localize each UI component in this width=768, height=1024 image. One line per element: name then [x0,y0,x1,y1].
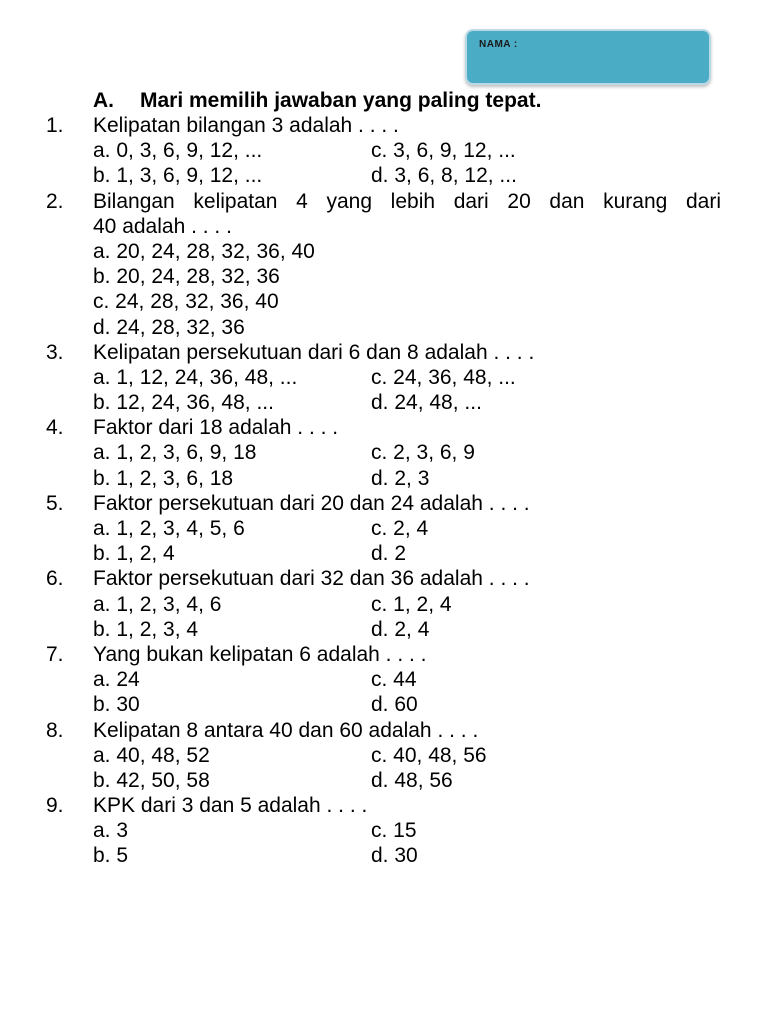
question-number: 4. [46,416,64,440]
section-letter: A. [93,89,114,112]
option-b[interactable]: b. 12, 24, 36, 48, ... [93,391,274,415]
option-d[interactable]: d. 2 [371,542,407,566]
options-row [46,138,686,163]
option-c[interactable]: c. 40, 48, 56 [371,743,487,767]
question-list [46,113,721,869]
option-b[interactable]: b. 1, 3, 6, 9, 12, ... [93,164,263,188]
options-row [46,365,686,390]
options-row [46,239,686,264]
option-a[interactable]: a. 0, 3, 6, 9, 12, ... [93,139,263,163]
options-row [46,541,686,566]
question-number: 7. [46,642,64,666]
option-a[interactable]: a. 40, 48, 52 [93,743,210,767]
option-d[interactable]: d. 3, 6, 8, 12, ... [371,164,517,188]
question-text: Yang bukan kelipatan 6 adalah . . . . [93,642,427,666]
option-b[interactable]: b. 1, 2, 4 [93,542,175,566]
question-text: Kelipatan 8 antara 40 dan 60 adalah . . . . [93,718,479,742]
option-a[interactable]: a. 1, 12, 24, 36, 48, ... [93,365,298,389]
question-5 [46,491,686,516]
option-a[interactable]: a. 20, 24, 28, 32, 36, 40 [93,239,315,263]
question-number: 3. [46,340,64,364]
options-row [46,163,686,188]
option-c[interactable]: c. 15 [371,819,417,843]
question-text: Bilangan kelipatan 4 yang lebih dari 20 dan kurang dari [93,189,721,213]
option-c[interactable]: c. 2, 3, 6, 9 [371,441,475,465]
question-8 [46,718,686,743]
option-a[interactable]: a. 1, 2, 3, 6, 9, 18 [93,441,257,465]
option-d[interactable]: d. 2, 4 [371,617,430,641]
question-text: Kelipatan bilangan 3 adalah . . . . [93,114,399,137]
option-a[interactable]: a. 3 [93,819,129,843]
options-row [46,516,686,541]
section-heading [93,88,541,113]
options-row [46,289,686,314]
option-c[interactable]: c. 3, 6, 9, 12, ... [371,139,516,163]
options-row [46,818,686,843]
options-row [46,264,686,289]
option-b[interactable]: b. 1, 2, 3, 4 [93,617,199,641]
options-row [46,592,686,617]
options-row [46,390,686,415]
question-7 [46,642,686,667]
question-text: Faktor dari 18 adalah . . . . [93,416,339,440]
option-b[interactable]: b. 30 [93,693,140,717]
option-b[interactable]: b. 42, 50, 58 [93,768,210,792]
options-row [46,768,686,793]
options-row [46,843,686,868]
option-c[interactable]: c. 44 [371,668,417,692]
option-d[interactable]: d. 24, 48, ... [371,391,482,415]
name-field-box[interactable] [465,29,711,85]
options-row [46,692,686,717]
question-4 [46,415,686,440]
options-row [46,440,686,465]
option-c[interactable]: c. 24, 28, 32, 36, 40 [93,290,279,314]
option-a[interactable]: a. 1, 2, 3, 4, 5, 6 [93,517,245,540]
question-number: 5. [46,491,64,515]
question-1 [46,113,686,138]
question-number: 6. [46,567,64,591]
option-a[interactable]: a. 24 [93,668,140,692]
option-d[interactable]: d. 24, 28, 32, 36 [93,315,245,339]
question-number: 8. [46,718,64,742]
option-d[interactable]: d. 2, 3 [371,466,430,490]
options-row [46,315,686,340]
question-3 [46,340,686,365]
option-c[interactable]: c. 24, 36, 48, ... [371,365,516,389]
options-row [46,667,686,692]
question-text: Faktor persekutuan dari 32 dan 36 adalah . . . . [93,567,530,591]
question-text: Faktor persekutuan dari 20 dan 24 adalah . . . . [93,491,530,515]
question-number: 2. [46,189,64,213]
question-text: Kelipatan persekutuan dari 6 dan 8 adalah . . . . [93,340,535,364]
option-b[interactable]: b. 20, 24, 28, 32, 36 [93,265,280,289]
options-row [46,466,686,491]
question-9 [46,793,686,818]
option-d[interactable]: d. 48, 56 [371,768,453,792]
option-c[interactable]: c. 2, 4 [371,517,429,540]
options-row [46,743,686,768]
question-text-continued [46,214,686,239]
option-d[interactable]: d. 30 [371,844,418,868]
name-label: NAMA : [479,39,518,50]
question-number: 1. [46,114,64,137]
option-d[interactable]: d. 60 [371,693,418,717]
question-2 [46,189,721,214]
question-text: KPK dari 3 dan 5 adalah . . . . [93,794,368,818]
question-6 [46,566,686,591]
question-text: 40 adalah . . . . [93,214,232,238]
option-b[interactable]: b. 1, 2, 3, 6, 18 [93,466,234,490]
options-row [46,617,686,642]
section-title: Mari memilih jawaban yang paling tepat. [140,89,542,112]
option-b[interactable]: b. 5 [93,844,129,868]
question-number: 9. [46,794,64,818]
option-a[interactable]: a. 1, 2, 3, 4, 6 [93,592,222,616]
option-c[interactable]: c. 1, 2, 4 [371,592,452,616]
